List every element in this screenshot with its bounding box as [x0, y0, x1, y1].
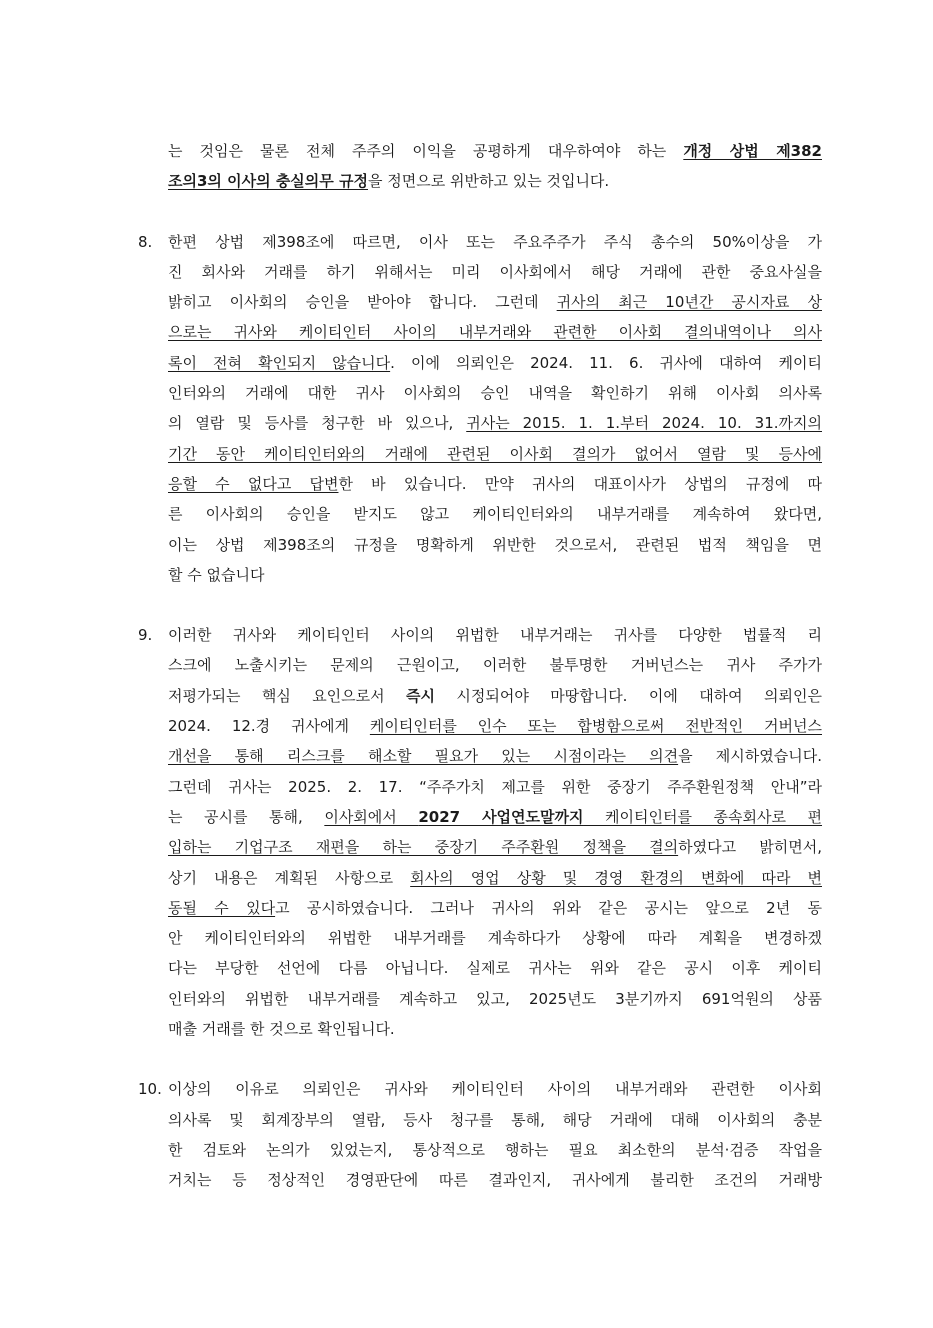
bold-underlined-text: 개정 상법 제382 — [683, 142, 822, 160]
text-line — [168, 287, 822, 317]
body-text: 인터와의 거래에 대한 귀사 이사회의 승인 내역을 확인하기 위해 이사회 의사록 — [168, 384, 822, 403]
underlined-text: 귀사의 최근 10년간 공시자료 상 — [556, 293, 822, 312]
body-text: 다는 부당한 선언에 다름 아닙니다. 실제로 귀사는 위와 같은 공시 이후 케이티 — [168, 959, 822, 978]
body-text: 한편 상법 제398조에 따르면, 이사 또는 주요주주가 주식 총수의 50%이상을 가 — [168, 232, 822, 251]
text-line — [168, 317, 822, 347]
bold-underlined-text: 2027 사업연도말까지 — [418, 807, 584, 826]
underlined-text: 록이 전혀 확인되지 않습니다 — [168, 353, 391, 372]
underlined-text: 회사의 영업 상황 및 경영 환경의 변화에 따라 변 — [410, 868, 822, 887]
text-line — [168, 499, 822, 529]
numbered-paragraph — [138, 227, 822, 591]
body-text: 진 회사와 거래를 하기 위해서는 미리 이사회에서 해당 거래에 관한 중요사실을 — [168, 262, 822, 281]
underlined-text: 기간 동안 케이티인터와의 거래에 관련된 이사회 결의가 없어서 열람 및 등사에 — [168, 444, 822, 463]
text-line — [168, 560, 822, 590]
body-text: 매출 거래를 한 것으로 확인됩니다. — [168, 1020, 395, 1039]
body-text: 한 바 있습니다. 만약 귀사의 대표이사가 상법의 규정에 따 — [338, 474, 822, 493]
underlined-text: 이사회에서 — [324, 807, 419, 826]
text-line — [168, 620, 822, 650]
body-text: 는 것임은 물론 전체 주주의 이익을 공평하게 대우하여야 하는 — [168, 142, 684, 160]
body-text: 이는 상법 제398조의 규정을 명확하게 위반한 것으로서, 관련된 법적 책임을 면 — [168, 535, 822, 554]
body-text: 상기 내용은 계획된 사항으로 — [168, 868, 411, 887]
body-text: 이러한 귀사와 케이티인터 사이의 위법한 내부거래는 귀사를 다양한 법률적 리 — [168, 626, 822, 645]
underlined-text: 케이티인터를 종속회사로 편 — [583, 807, 823, 826]
text-line — [168, 893, 822, 923]
body-text: 하였다고 밝히면서, — [678, 838, 822, 857]
body-text: . 이에 의뢰인은 2024. 11. 6. 귀사에 대하여 케이티 — [390, 353, 822, 372]
body-text: 밝히고 이사회의 승인을 받아야 합니다. 그런데 — [168, 293, 557, 312]
text-line — [168, 348, 822, 378]
text-line — [168, 1014, 822, 1044]
body-text: 인터와의 위법한 내부거래를 계속하고 있고, 2025년도 3분기까지 691억원의 상품 — [168, 989, 822, 1008]
body-text: 이상의 이유로 의뢰인은 귀사와 케이티인터 사이의 내부거래와 관련한 이사회 — [168, 1080, 822, 1099]
text-line — [168, 832, 822, 862]
text-line — [168, 741, 822, 771]
text-line — [168, 1074, 822, 1104]
body-text: 을 제시하였습니다. — [678, 747, 822, 766]
text-line — [168, 711, 822, 741]
text-line — [168, 984, 822, 1014]
paragraph-number: 9. — [138, 626, 153, 645]
underlined-text: 귀사는 2015. 1. 1.부터 2024. 10. 31.까지의 — [466, 414, 822, 433]
text-line — [168, 863, 822, 893]
text-line — [168, 772, 822, 802]
bold-text: 즉시 — [406, 686, 436, 705]
text-line — [168, 136, 822, 166]
document-page — [138, 136, 823, 1226]
paragraph-number: 10. — [138, 1080, 162, 1099]
body-text: 시정되어야 마땅합니다. 이에 대하여 의뢰인은 — [435, 686, 823, 705]
body-text: 고 공시하였습니다. 그러나 귀사의 위와 같은 공시는 앞으로 2년 동 — [275, 898, 822, 917]
underlined-text: 개선을 통해 리스크를 해소할 필요가 있는 시점이라는 의견 — [168, 747, 679, 766]
body-text: 안 케이티인터와의 위법한 내부거래를 계속하다가 상황에 따라 계획을 변경하겠 — [168, 929, 822, 948]
text-line — [168, 1135, 822, 1165]
numbered-paragraph — [138, 620, 823, 1044]
bold-underlined-text: 조의3의 이사의 충실의무 규정 — [168, 172, 368, 191]
text-line — [168, 227, 822, 257]
body-text: 을 정면으로 위반하고 있는 것입니다. — [368, 172, 610, 191]
body-text: 의사록 및 회계장부의 열람, 등사 청구를 통해, 해당 거래에 대해 이사회의 충분 — [168, 1110, 822, 1129]
body-text: 저평가되는 핵심 요인으로서 — [168, 686, 407, 705]
text-line — [168, 378, 822, 408]
underlined-text: 케이티인터를 인수 또는 합병함으로써 전반적인 거버넌스 — [369, 717, 822, 736]
body-text: 는 공시를 통해, — [168, 807, 325, 826]
body-text: 2024. 12.경 귀사에게 — [168, 717, 370, 736]
text-line — [168, 1105, 822, 1135]
text-line — [168, 257, 822, 287]
underlined-text: 으로는 귀사와 케이티인터 사이의 내부거래와 관련한 이사회 결의내역이나 의사 — [168, 323, 822, 342]
underlined-text: 입하는 기업구조 재편을 하는 중장기 주주환원 정책을 결의 — [168, 838, 679, 857]
text-line — [168, 681, 822, 711]
body-text: 의 열람 및 등사를 청구한 바 있으나, — [168, 414, 467, 433]
text-line — [168, 802, 822, 832]
paragraph-number: 8. — [138, 232, 153, 251]
text-line — [168, 530, 822, 560]
text-line — [168, 439, 822, 469]
text-line — [168, 1165, 822, 1195]
body-text: 그런데 귀사는 2025. 2. 17. “주주가치 제고를 위한 중장기 주주환원정책 안내”라 — [168, 777, 822, 796]
numbered-paragraph — [138, 1074, 822, 1195]
underlined-text: 응할 수 없다고 답변 — [168, 474, 339, 493]
body-text: 스크에 노출시키는 문제의 근원이고, 이러한 불투명한 거버넌스는 귀사 주가가 — [168, 656, 822, 675]
body-text: 거치는 등 정상적인 경영판단에 따른 결과인지, 귀사에게 불리한 조건의 거래방 — [168, 1171, 822, 1190]
body-text: 한 검토와 논의가 있었는지, 통상적으로 행하는 필요 최소한의 분석·검증 작업을 — [168, 1140, 822, 1159]
underlined-text: 동될 수 있다 — [168, 898, 276, 917]
text-line — [168, 650, 822, 680]
continued-paragraph — [168, 136, 822, 197]
text-line — [168, 923, 822, 953]
body-text: 른 이사회의 승인을 받지도 않고 케이티인터와의 내부거래를 계속하여 왔다면, — [168, 505, 822, 524]
text-line — [168, 408, 822, 438]
text-line — [168, 953, 822, 983]
text-line — [168, 166, 822, 196]
text-line — [168, 469, 822, 499]
body-text: 할 수 없습니다 — [168, 565, 265, 584]
